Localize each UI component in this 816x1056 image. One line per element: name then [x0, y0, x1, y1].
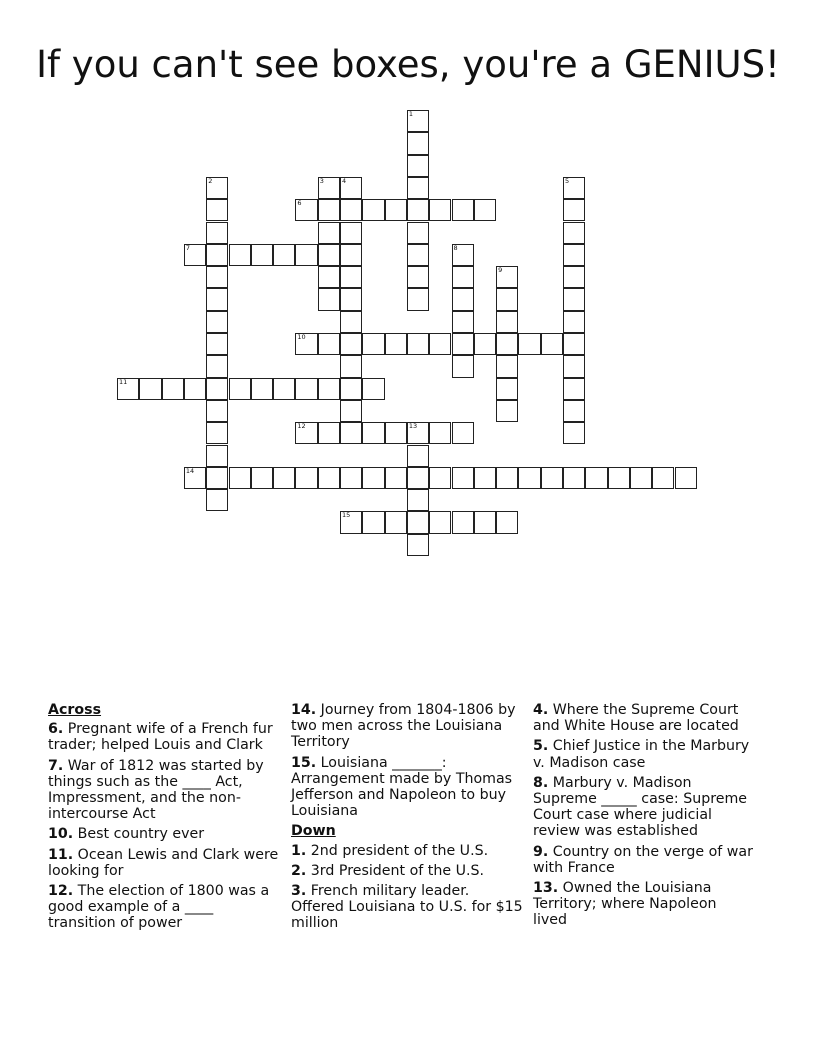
- clue-number: 13.: [533, 880, 559, 897]
- grid-cell[interactable]: [318, 333, 340, 355]
- grid-cell[interactable]: [496, 288, 518, 310]
- clue-text: Owned the Louisiana Territory; where Napoleon lived: [533, 880, 717, 929]
- grid-cell[interactable]: [273, 378, 295, 400]
- grid-cell[interactable]: [206, 378, 228, 400]
- down-clue-1: [291, 843, 533, 859]
- clue-number: 11.: [48, 846, 74, 863]
- grid-cell[interactable]: [407, 132, 429, 154]
- grid-cell[interactable]: [184, 378, 206, 400]
- grid-cell[interactable]: [474, 199, 496, 221]
- cell-number: 9: [498, 266, 503, 275]
- grid-cell[interactable]: [295, 333, 317, 355]
- clue-number: 14.: [291, 702, 317, 718]
- grid-cell[interactable]: [385, 511, 407, 533]
- clue-text: 3rd President of the U.S.: [310, 862, 484, 879]
- grid-cell[interactable]: [563, 177, 585, 199]
- grid-cell[interactable]: [340, 400, 362, 422]
- cell-number: 5: [565, 176, 570, 185]
- grid-cell[interactable]: [585, 467, 607, 489]
- grid-cell[interactable]: [407, 244, 429, 266]
- grid-cell[interactable]: [452, 467, 474, 489]
- grid-cell[interactable]: [563, 311, 585, 333]
- grid-cell[interactable]: [340, 511, 362, 533]
- clue-number: 8.: [533, 774, 549, 791]
- grid-cell[interactable]: [206, 244, 228, 266]
- grid-cell[interactable]: [563, 422, 585, 444]
- grid-cell[interactable]: [362, 467, 384, 489]
- clue-number: 4.: [533, 702, 549, 718]
- grid-cell[interactable]: [251, 378, 273, 400]
- grid-cell[interactable]: [362, 422, 384, 444]
- clue-text: Chief Justice in the Marbury v. Madison case: [533, 738, 750, 771]
- grid-cell[interactable]: [206, 422, 228, 444]
- grid-cell[interactable]: [318, 222, 340, 244]
- grid-cell[interactable]: [563, 266, 585, 288]
- grid-cell[interactable]: [340, 378, 362, 400]
- cell-number: 11: [119, 377, 128, 386]
- grid-cell[interactable]: [340, 422, 362, 444]
- grid-cell[interactable]: [318, 422, 340, 444]
- cell-number: 1: [408, 110, 414, 118]
- grid-cell[interactable]: [295, 422, 317, 444]
- grid-cell[interactable]: [407, 110, 429, 132]
- grid-cell[interactable]: [362, 199, 384, 221]
- grid-cell[interactable]: [407, 155, 429, 177]
- grid-cell[interactable]: [563, 244, 585, 266]
- clue-number: 5.: [533, 738, 549, 755]
- clue-column-1: [48, 702, 291, 936]
- grid-cell[interactable]: [496, 467, 518, 489]
- grid-cell[interactable]: [318, 288, 340, 310]
- grid-cell[interactable]: [563, 378, 585, 400]
- clue-text: Ocean Lewis and Clark were looking for: [48, 846, 279, 879]
- grid-cell[interactable]: [206, 177, 228, 199]
- grid-cell[interactable]: [206, 199, 228, 221]
- grid-cell[interactable]: [362, 511, 384, 533]
- grid-cell[interactable]: [407, 467, 429, 489]
- grid-cell[interactable]: [340, 355, 362, 377]
- grid-cell[interactable]: [407, 333, 429, 355]
- across-clue-10: [48, 826, 291, 842]
- cell-number: 12: [297, 422, 306, 431]
- grid-cell[interactable]: [295, 244, 317, 266]
- clue-number: 12.: [48, 883, 74, 900]
- grid-cell[interactable]: [318, 266, 340, 288]
- grid-cell[interactable]: [474, 467, 496, 489]
- grid-cell[interactable]: [206, 288, 228, 310]
- grid-cell[interactable]: [452, 199, 474, 221]
- clue-text: Best country ever: [77, 826, 205, 843]
- grid-cell[interactable]: [385, 467, 407, 489]
- grid-cell[interactable]: [251, 244, 273, 266]
- grid-cell[interactable]: [206, 333, 228, 355]
- puzzle-title: If you can't see boxes, you're a GENIUS!: [36, 43, 780, 86]
- clue-number: 10.: [48, 826, 74, 843]
- grid-cell[interactable]: [407, 489, 429, 511]
- grid-cell[interactable]: [206, 467, 228, 489]
- grid-cell[interactable]: [407, 199, 429, 221]
- clue-text: Where the Supreme Court and White House are located: [533, 702, 739, 735]
- clue-text: The election of 1800 was a good example of a ____ transition of power: [48, 883, 270, 932]
- clue-number: 15.: [291, 754, 317, 771]
- grid-cell[interactable]: [518, 333, 540, 355]
- grid-cell[interactable]: [675, 467, 697, 489]
- clues-section: [48, 702, 778, 936]
- clue-number: 9.: [533, 843, 549, 860]
- clue-column-2: [291, 702, 533, 936]
- grid-cell[interactable]: [273, 244, 295, 266]
- down-heading: Down: [291, 823, 336, 840]
- grid-cell[interactable]: [139, 378, 161, 400]
- grid-cell[interactable]: [340, 333, 362, 355]
- down-clue-8: [533, 775, 763, 840]
- cell-number: 10: [297, 333, 306, 341]
- grid-cell[interactable]: [318, 199, 340, 221]
- down-clue-4: [533, 702, 763, 734]
- clue-number: 6.: [48, 721, 64, 738]
- clue-text: 2nd president of the U.S.: [310, 842, 489, 859]
- grid-cell[interactable]: [206, 355, 228, 377]
- grid-cell[interactable]: [340, 199, 362, 221]
- cell-number: 15: [342, 511, 351, 520]
- grid-cell[interactable]: [362, 378, 384, 400]
- grid-cell[interactable]: [407, 445, 429, 467]
- clue-text: Pregnant wife of a French fur trader; helped Louis and Clark: [48, 721, 273, 754]
- grid-cell[interactable]: [206, 311, 228, 333]
- grid-cell[interactable]: [407, 266, 429, 288]
- grid-cell[interactable]: [206, 400, 228, 422]
- grid-cell[interactable]: [340, 311, 362, 333]
- grid-cell[interactable]: [295, 199, 317, 221]
- grid-cell[interactable]: [608, 467, 630, 489]
- across-clue-12: [48, 883, 291, 932]
- grid-cell[interactable]: [429, 467, 451, 489]
- grid-cell[interactable]: [452, 422, 474, 444]
- clue-number: 1.: [291, 842, 307, 859]
- grid-cell[interactable]: [563, 333, 585, 355]
- grid-cell[interactable]: [407, 511, 429, 533]
- clue-text: Louisiana _______: Arrangement made by Thomas Jefferson and Napoleon to buy Louisiana: [291, 754, 513, 820]
- grid-cell[interactable]: [340, 288, 362, 310]
- grid-cell[interactable]: [452, 511, 474, 533]
- grid-cell[interactable]: [251, 467, 273, 489]
- clue-text: Marbury v. Madison Supreme _____ case: Supreme Court case where judicial review was established: [533, 774, 747, 840]
- grid-cell[interactable]: [162, 378, 184, 400]
- grid-cell[interactable]: [206, 489, 228, 511]
- grid-cell[interactable]: [652, 467, 674, 489]
- grid-cell[interactable]: [340, 177, 362, 199]
- grid-cell[interactable]: [452, 266, 474, 288]
- grid-cell[interactable]: [563, 355, 585, 377]
- clue-text: War of 1812 was started by things such as the ____ Act, Impressment, and the non-intercourse Act: [48, 757, 264, 823]
- grid-cell[interactable]: [407, 222, 429, 244]
- grid-cell[interactable]: [229, 244, 251, 266]
- down-clue-3: [291, 883, 533, 932]
- grid-cell[interactable]: [229, 467, 251, 489]
- grid-cell[interactable]: [206, 445, 228, 467]
- clue-column-3: [533, 702, 763, 936]
- grid-cell[interactable]: [429, 333, 451, 355]
- grid-cell[interactable]: [496, 511, 518, 533]
- grid-cell[interactable]: [318, 244, 340, 266]
- cell-number: 2: [208, 176, 213, 185]
- grid-cell[interactable]: [295, 467, 317, 489]
- grid-cell[interactable]: [496, 355, 518, 377]
- grid-cell[interactable]: [429, 199, 451, 221]
- grid-cell[interactable]: [563, 288, 585, 310]
- grid-cell[interactable]: [452, 355, 474, 377]
- across-clue-6: [48, 721, 291, 753]
- cell-number: 7: [185, 243, 191, 252]
- grid-cell[interactable]: [474, 511, 496, 533]
- grid-cell[interactable]: [385, 199, 407, 221]
- grid-cell[interactable]: [518, 467, 540, 489]
- grid-cell[interactable]: [563, 199, 585, 221]
- down-clue-13: [533, 880, 763, 929]
- grid-cell[interactable]: [340, 266, 362, 288]
- grid-cell[interactable]: [496, 400, 518, 422]
- grid-cell[interactable]: [295, 378, 317, 400]
- across-clue-15: [291, 755, 533, 820]
- grid-cell[interactable]: [407, 177, 429, 199]
- grid-cell[interactable]: [184, 244, 206, 266]
- grid-cell[interactable]: [340, 244, 362, 266]
- grid-cell[interactable]: [429, 511, 451, 533]
- grid-cell[interactable]: [496, 378, 518, 400]
- grid-cell[interactable]: [362, 333, 384, 355]
- grid-cell[interactable]: [407, 422, 429, 444]
- across-clue-7: [48, 758, 291, 823]
- cell-number: 13: [408, 422, 418, 431]
- grid-cell[interactable]: [452, 311, 474, 333]
- grid-cell[interactable]: [318, 177, 340, 199]
- grid-cell[interactable]: [563, 467, 585, 489]
- grid-cell[interactable]: [340, 222, 362, 244]
- across-heading: Across: [48, 702, 102, 718]
- grid-cell[interactable]: [318, 378, 340, 400]
- grid-cell[interactable]: [541, 333, 563, 355]
- grid-cell[interactable]: [474, 333, 496, 355]
- grid-cell[interactable]: [229, 378, 251, 400]
- grid-cell[interactable]: [452, 244, 474, 266]
- clue-number: 2.: [291, 862, 307, 879]
- grid-cell[interactable]: [206, 266, 228, 288]
- cell-number: 3: [319, 176, 324, 185]
- grid-cell[interactable]: [273, 467, 295, 489]
- clue-text: Journey from 1804-1806 by two men across the Louisiana Territory: [291, 702, 516, 751]
- grid-cell[interactable]: [340, 467, 362, 489]
- grid-cell[interactable]: [385, 333, 407, 355]
- grid-cell[interactable]: [429, 422, 451, 444]
- clue-number: 3.: [291, 883, 307, 900]
- grid-cell[interactable]: [563, 222, 585, 244]
- cell-number: 14: [185, 466, 195, 475]
- cell-number: 4: [342, 176, 347, 185]
- down-clue-9: [533, 844, 763, 876]
- grid-cell[interactable]: [385, 422, 407, 444]
- grid-cell[interactable]: [452, 333, 474, 355]
- grid-cell[interactable]: [496, 311, 518, 333]
- grid-cell[interactable]: [541, 467, 563, 489]
- down-clue-2: [291, 863, 533, 879]
- grid-cell[interactable]: [496, 333, 518, 355]
- grid-cell[interactable]: [117, 378, 139, 400]
- clue-text: French military leader. Offered Louisiana to U.S. for $15 million: [291, 883, 523, 932]
- clue-number: 7.: [48, 757, 64, 774]
- cell-number: 8: [453, 243, 458, 252]
- grid-cell[interactable]: [630, 467, 652, 489]
- across-clue-11: [48, 847, 291, 879]
- grid-cell[interactable]: [206, 222, 228, 244]
- grid-cell[interactable]: [318, 467, 340, 489]
- down-clue-5: [533, 738, 763, 770]
- clue-text: Country on the verge of war with France: [533, 843, 753, 876]
- grid-cell[interactable]: [563, 400, 585, 422]
- cell-number: 6: [297, 199, 302, 208]
- grid-cell[interactable]: [184, 467, 206, 489]
- grid-cell[interactable]: [496, 266, 518, 288]
- across-clue-14: [291, 702, 533, 751]
- grid-cell[interactable]: [407, 534, 429, 556]
- grid-cell[interactable]: [452, 288, 474, 310]
- grid-cell[interactable]: [407, 288, 429, 310]
